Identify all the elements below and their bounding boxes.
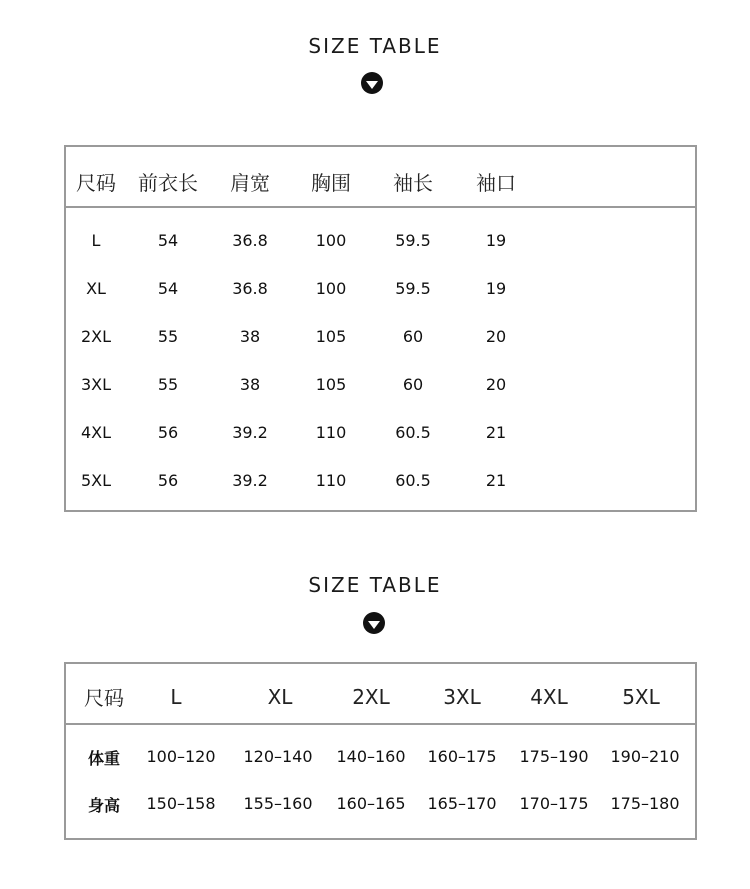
table-cell: 175–190 — [519, 747, 589, 766]
table-cell: 160–175 — [427, 747, 497, 766]
header-4xl: 4XL — [530, 685, 568, 709]
table-cell: 19 — [485, 279, 507, 298]
header-divider — [66, 206, 695, 208]
table-cell: 21 — [485, 471, 507, 490]
header-l: L — [170, 685, 182, 709]
table-cell: 105 — [315, 327, 347, 346]
table-cell: 54 — [157, 279, 179, 298]
table-cell: 3XL — [80, 375, 112, 394]
table-cell: 165–170 — [427, 794, 497, 813]
table-cell: 38 — [239, 375, 261, 394]
header-3xl: 3XL — [443, 685, 481, 709]
size-table-title-1: SIZE TABLE — [308, 34, 442, 58]
table-cell: XL — [86, 279, 106, 298]
header-shoulder: 肩宽 — [230, 171, 270, 195]
table-cell: 60.5 — [395, 423, 431, 442]
header-chest: 胸围 — [311, 171, 351, 195]
table-cell: 55 — [157, 375, 179, 394]
table-cell: 36.8 — [232, 231, 268, 250]
table-cell: L — [91, 231, 101, 250]
table-cell: 120–140 — [243, 747, 313, 766]
table-cell: 175–180 — [610, 794, 680, 813]
table-cell: 38 — [239, 327, 261, 346]
table-cell: 5XL — [80, 471, 112, 490]
circle-down-triangle-icon — [363, 612, 385, 634]
header-5xl: 5XL — [622, 685, 660, 709]
table-cell: 21 — [485, 423, 507, 442]
table-cell: 20 — [485, 327, 507, 346]
row-label-weight: 体重 — [87, 749, 120, 768]
table-cell: 110 — [315, 423, 347, 442]
circle-down-triangle-icon — [361, 72, 383, 94]
table-cell: 170–175 — [519, 794, 589, 813]
table-cell: 140–160 — [336, 747, 406, 766]
header-2xl: 2XL — [352, 685, 390, 709]
header-xl: XL — [267, 685, 293, 709]
table-cell: 4XL — [80, 423, 112, 442]
table-cell: 100 — [315, 231, 347, 250]
header-size: 尺码 — [76, 171, 116, 195]
table-cell: 2XL — [80, 327, 112, 346]
header-size: 尺码 — [84, 686, 124, 710]
table-cell: 54 — [157, 231, 179, 250]
table-cell: 100–120 — [146, 747, 216, 766]
table-cell: 39.2 — [232, 423, 268, 442]
table-cell: 155–160 — [243, 794, 313, 813]
table-cell: 19 — [485, 231, 507, 250]
table-cell: 36.8 — [232, 279, 268, 298]
header-sleeve-length: 袖长 — [393, 171, 433, 195]
table-cell: 160–165 — [336, 794, 406, 813]
table-cell: 110 — [315, 471, 347, 490]
table-cell: 55 — [157, 327, 179, 346]
table-cell: 59.5 — [395, 231, 431, 250]
table-cell: 60 — [402, 375, 424, 394]
size-table-title-2: SIZE TABLE — [308, 573, 442, 597]
header-divider — [66, 723, 695, 725]
table-cell: 105 — [315, 375, 347, 394]
table-cell: 150–158 — [146, 794, 216, 813]
table-cell: 100 — [315, 279, 347, 298]
table-cell: 60.5 — [395, 471, 431, 490]
table-cell: 56 — [157, 423, 179, 442]
row-label-height: 身高 — [87, 796, 120, 815]
table-cell: 59.5 — [395, 279, 431, 298]
table-cell: 60 — [402, 327, 424, 346]
header-front-length: 前衣长 — [138, 171, 198, 195]
table-cell: 20 — [485, 375, 507, 394]
table-cell: 39.2 — [232, 471, 268, 490]
table-cell: 56 — [157, 471, 179, 490]
header-cuff: 袖口 — [476, 171, 516, 195]
table-cell: 190–210 — [610, 747, 680, 766]
